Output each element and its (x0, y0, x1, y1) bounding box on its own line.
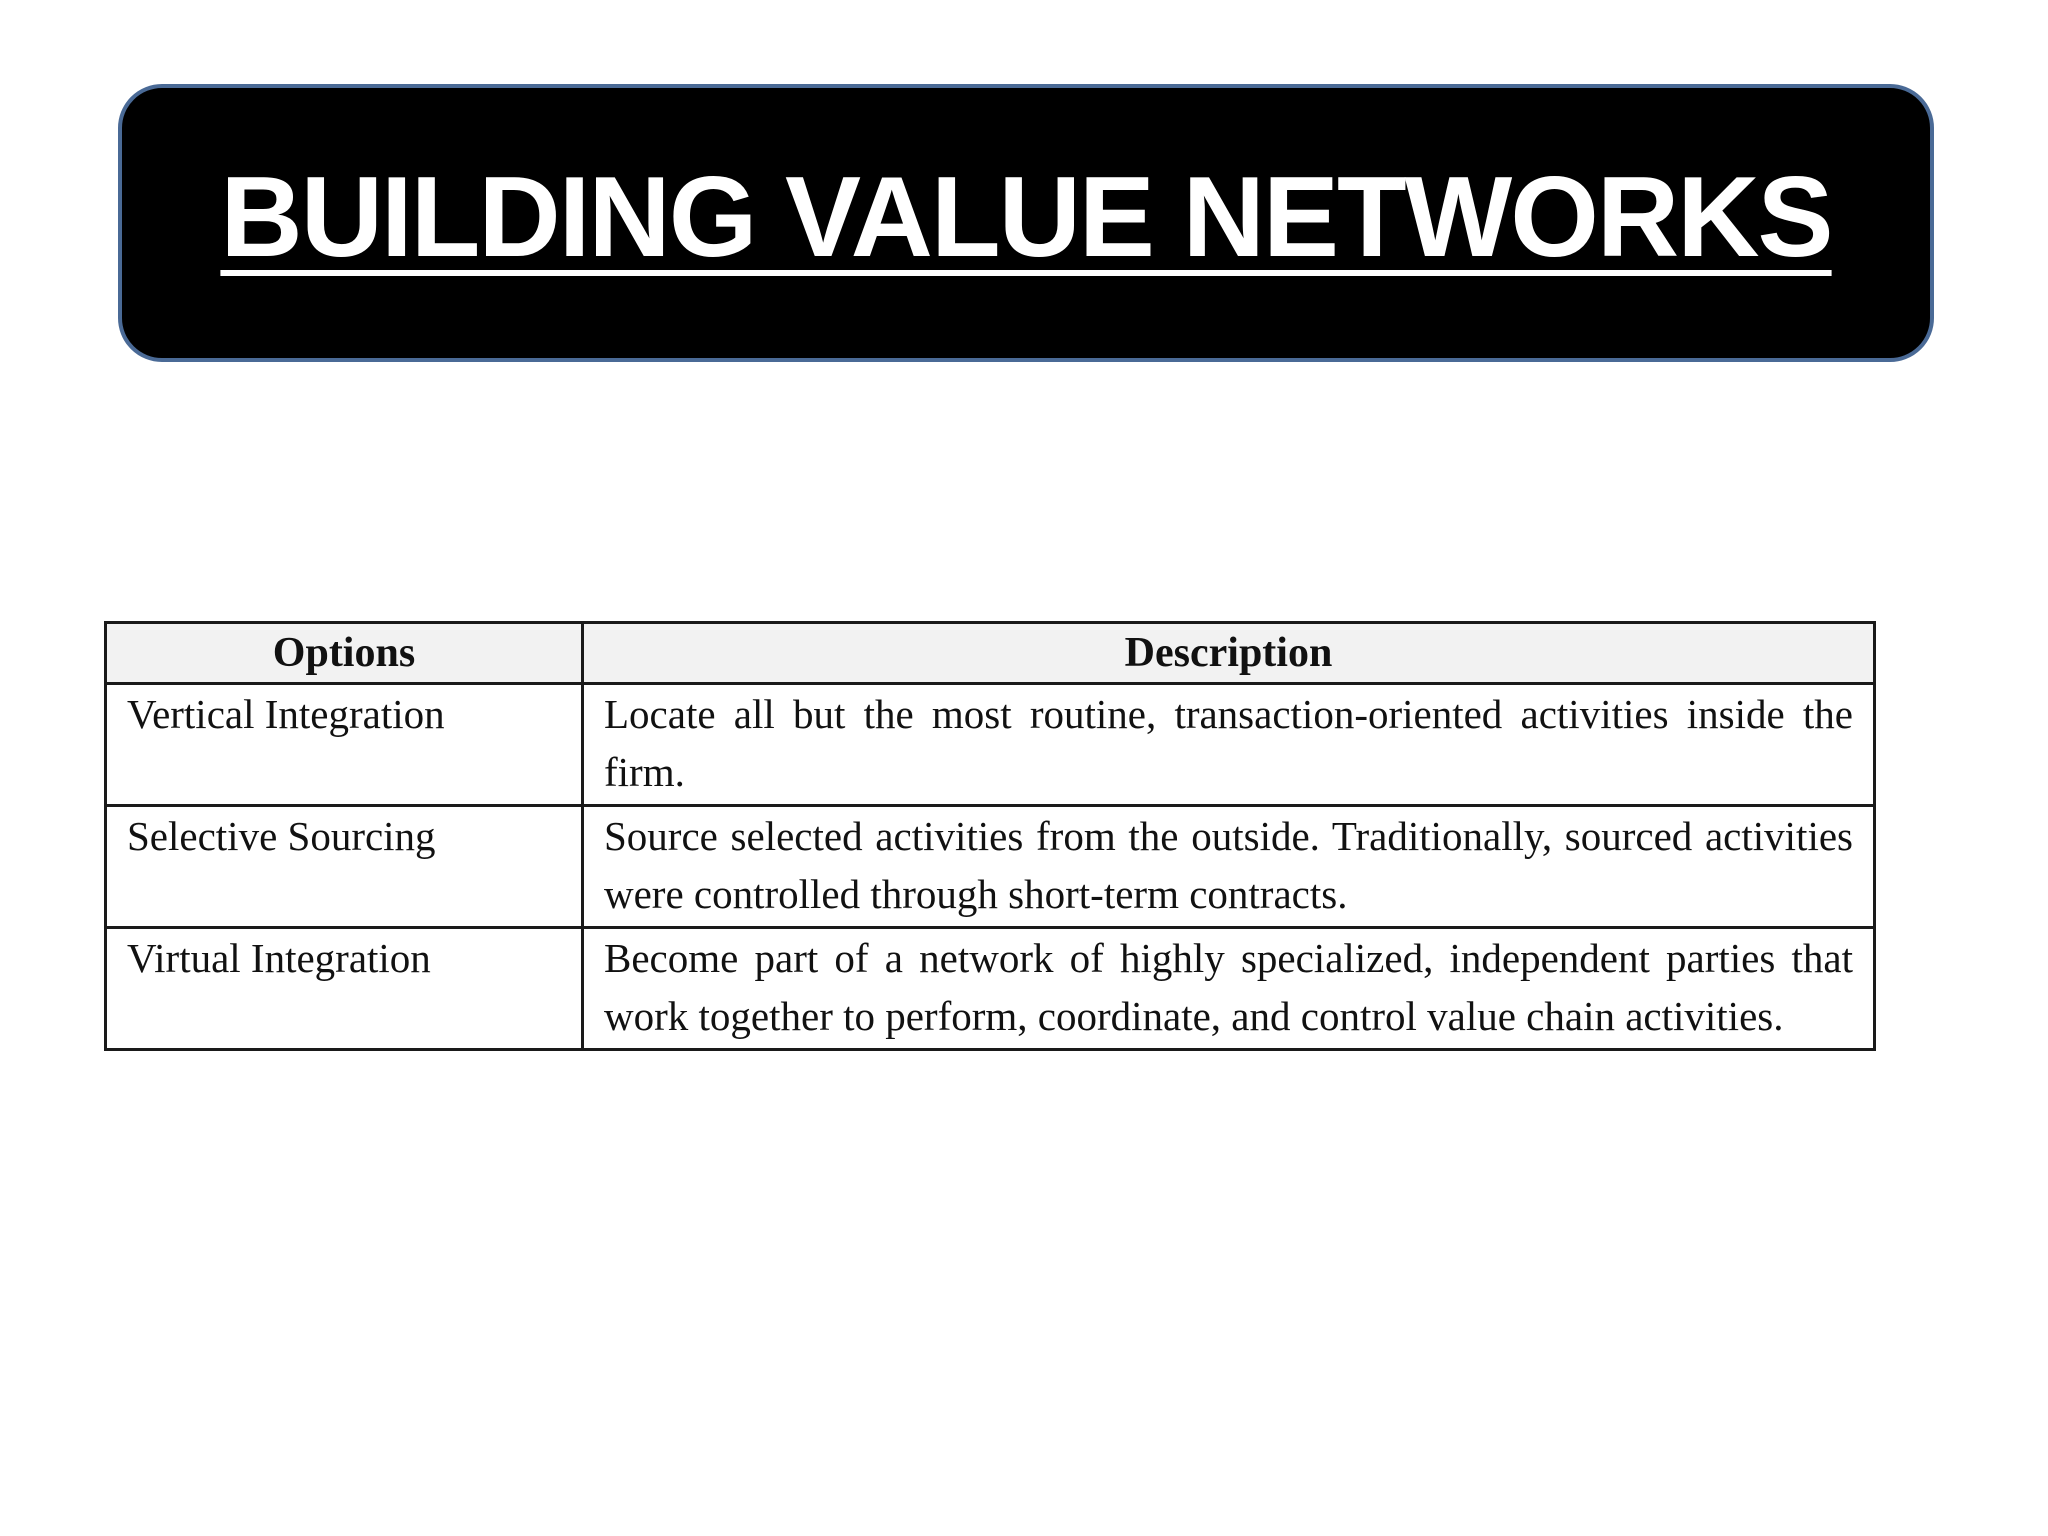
row-option-vertical-integration: Vertical Integration (106, 684, 583, 806)
slide-title: BUILDING VALUE NETWORKS (220, 153, 1832, 281)
options-table (104, 621, 1876, 1051)
table-row (106, 684, 1875, 806)
table-header-row (106, 623, 1875, 684)
table-row (106, 806, 1875, 928)
table-row (106, 928, 1875, 1050)
row-description-selective-sourcing: Source selected activities from the outside. Traditionally, sourced activities were controlled through short-term contracts. (583, 806, 1875, 928)
row-description-virtual-integration: Become part of a network of highly specialized, independent parties that work together to perform, coordinate, and control value chain activities. (583, 928, 1875, 1050)
header-options: Options (106, 623, 583, 684)
header-description: Description (583, 623, 1875, 684)
row-option-virtual-integration: Virtual Integration (106, 928, 583, 1050)
row-description-vertical-integration: Locate all but the most routine, transaction-oriented activities inside the firm. (583, 684, 1875, 806)
title-banner (118, 84, 1934, 362)
row-option-selective-sourcing: Selective Sourcing (106, 806, 583, 928)
